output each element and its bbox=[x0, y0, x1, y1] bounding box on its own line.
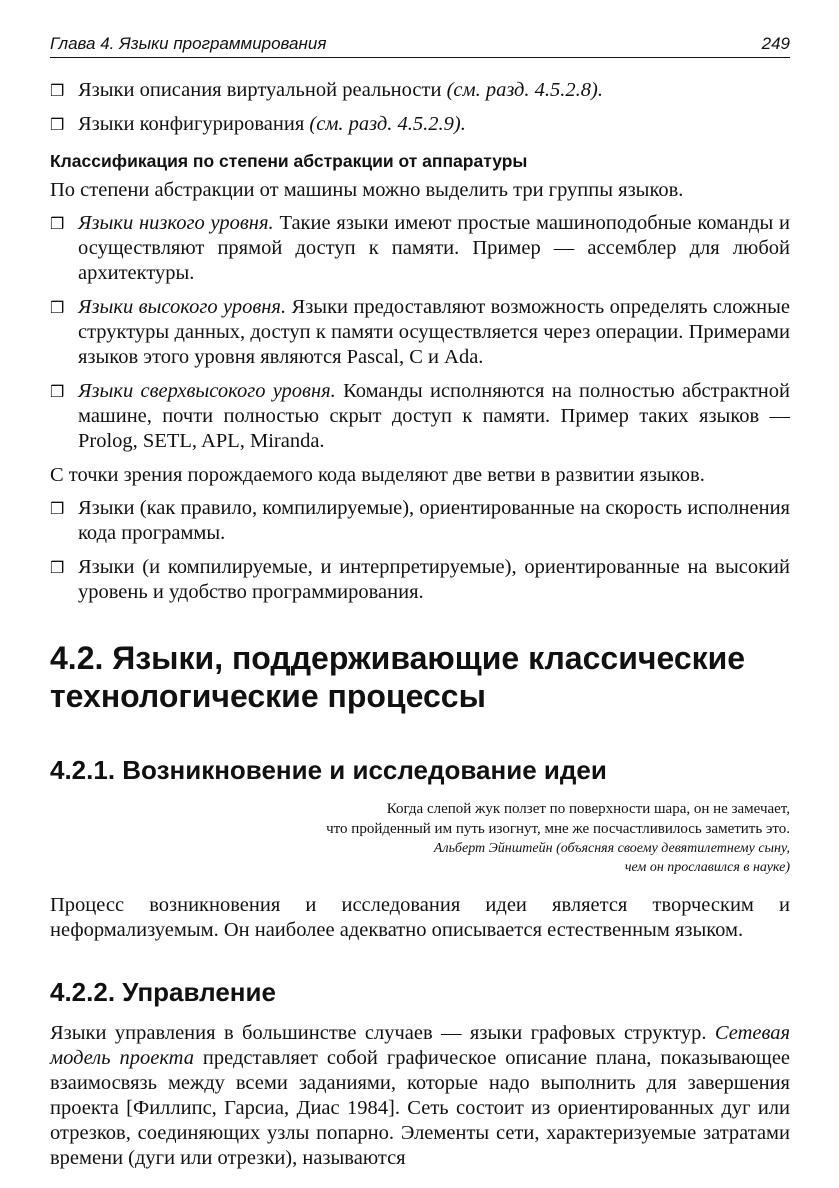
checkbox-bullet-icon: ❒ bbox=[50, 499, 65, 518]
epigraph-line: что пройденный им путь изогнут, мне же посчастливилось заметить это. bbox=[326, 821, 790, 837]
running-head bbox=[50, 34, 790, 58]
term: Языки высокого уровня. bbox=[78, 296, 287, 318]
term: Языки низкого уровня. bbox=[78, 212, 274, 234]
list-item-text: Языки (как правило, компилируемые), ориентированные на скорость исполнения кода программы. bbox=[78, 497, 790, 544]
list-item bbox=[50, 379, 790, 454]
list-item-text: Языки (и компилируемые, и интерпретируемые), ориентированные на высокий уровень и удобство программирования. bbox=[78, 556, 790, 603]
list-item bbox=[50, 112, 790, 137]
section-reference: (см. разд. 4.5.2.8). bbox=[446, 79, 603, 101]
term: Сетевая модель проекта bbox=[50, 1022, 791, 1069]
checkbox-bullet-icon: ❒ bbox=[50, 298, 65, 317]
page-number: 249 bbox=[761, 34, 790, 53]
checkbox-bullet-icon: ❒ bbox=[50, 382, 65, 401]
chapter-title: Глава 4. Языки программирования bbox=[50, 34, 327, 53]
checkbox-bullet-icon: ❒ bbox=[50, 558, 65, 577]
list-item-text: Такие языки имеют простые машиноподобные команды и осуществляют прямой доступ к памяти. Пример — ассемблер для любой архитектуры. bbox=[78, 212, 790, 284]
section-heading-4-2-1: 4.2.1. Возникновение и исследование идеи bbox=[50, 755, 607, 785]
list-item-text: Языки предоставляют возможность определять сложные структуры данных, доступ к памяти осуществляется через операции. Примерами языков этого уровня являются Pascal, С и Ada. bbox=[78, 296, 790, 368]
paragraph-text: представляет собой графическое описание плана, показывающее взаимосвязь между всеми заданиями, которые надо выполнить для завершения проекта [Филлипс, Гарсиа, Диас 1984]. Сеть состоит из ориентированных дуг или отрезков, соединяющих узлы попарно. Элементы сети, характеризуемые затратами времени (дуги или отрезки), называются bbox=[50, 1047, 791, 1169]
epigraph-author: чем он прославился в науке) bbox=[624, 860, 790, 875]
list-item-text: Языки конфигурирования bbox=[78, 113, 305, 135]
list-item bbox=[50, 496, 790, 546]
list-item bbox=[50, 211, 790, 286]
epigraph-line: Когда слепой жук ползет по поверхности шара, он не замечает, bbox=[386, 801, 790, 817]
paragraph-text: Языки управления в большинстве случаев — языки графовых структур. bbox=[50, 1022, 707, 1044]
checkbox-bullet-icon: ❒ bbox=[50, 214, 65, 233]
section-heading-4-2-2: 4.2.2. Управление bbox=[50, 977, 276, 1007]
list-item-text: Языки описания виртуальной реальности bbox=[78, 79, 442, 101]
list-item-text: Команды исполняются на полностью абстрактной машине, почти полностью скрыт доступ к памяти. Пример таких языков — Prolog, SETL, APL, Miranda. bbox=[78, 380, 790, 452]
epigraph-author: Альберт Эйнштейн (объясняя своему девятилетнему сыну, bbox=[433, 841, 790, 856]
branches-intro: С точки зрения порождаемого кода выделяют две ветви в развитии языков. bbox=[50, 464, 705, 486]
section-heading-4-2: 4.2. Языки, поддерживающие классические технологические процессы bbox=[50, 640, 746, 714]
top-bullet-list bbox=[50, 78, 790, 137]
epigraph bbox=[50, 799, 790, 877]
section-reference: (см. разд. 4.5.2.9). bbox=[309, 113, 466, 135]
list-item bbox=[50, 555, 790, 605]
classification-intro: По степени абстракции от машины можно выделить три группы языков. bbox=[50, 179, 684, 201]
paragraph: Процесс возникновения и исследования идеи является творческим и неформализуемым. Он наиболее адекватно описывается естественным языком. bbox=[50, 894, 790, 941]
list-item bbox=[50, 295, 790, 370]
paragraph bbox=[50, 1021, 790, 1171]
list-item bbox=[50, 78, 790, 103]
book-page bbox=[50, 34, 790, 1171]
checkbox-bullet-icon: ❒ bbox=[50, 81, 65, 100]
checkbox-bullet-icon: ❒ bbox=[50, 115, 65, 134]
term: Языки сверхвысокого уровня. bbox=[78, 380, 336, 402]
classification-heading: Классификация по степени абстракции от аппаратуры bbox=[50, 151, 528, 171]
